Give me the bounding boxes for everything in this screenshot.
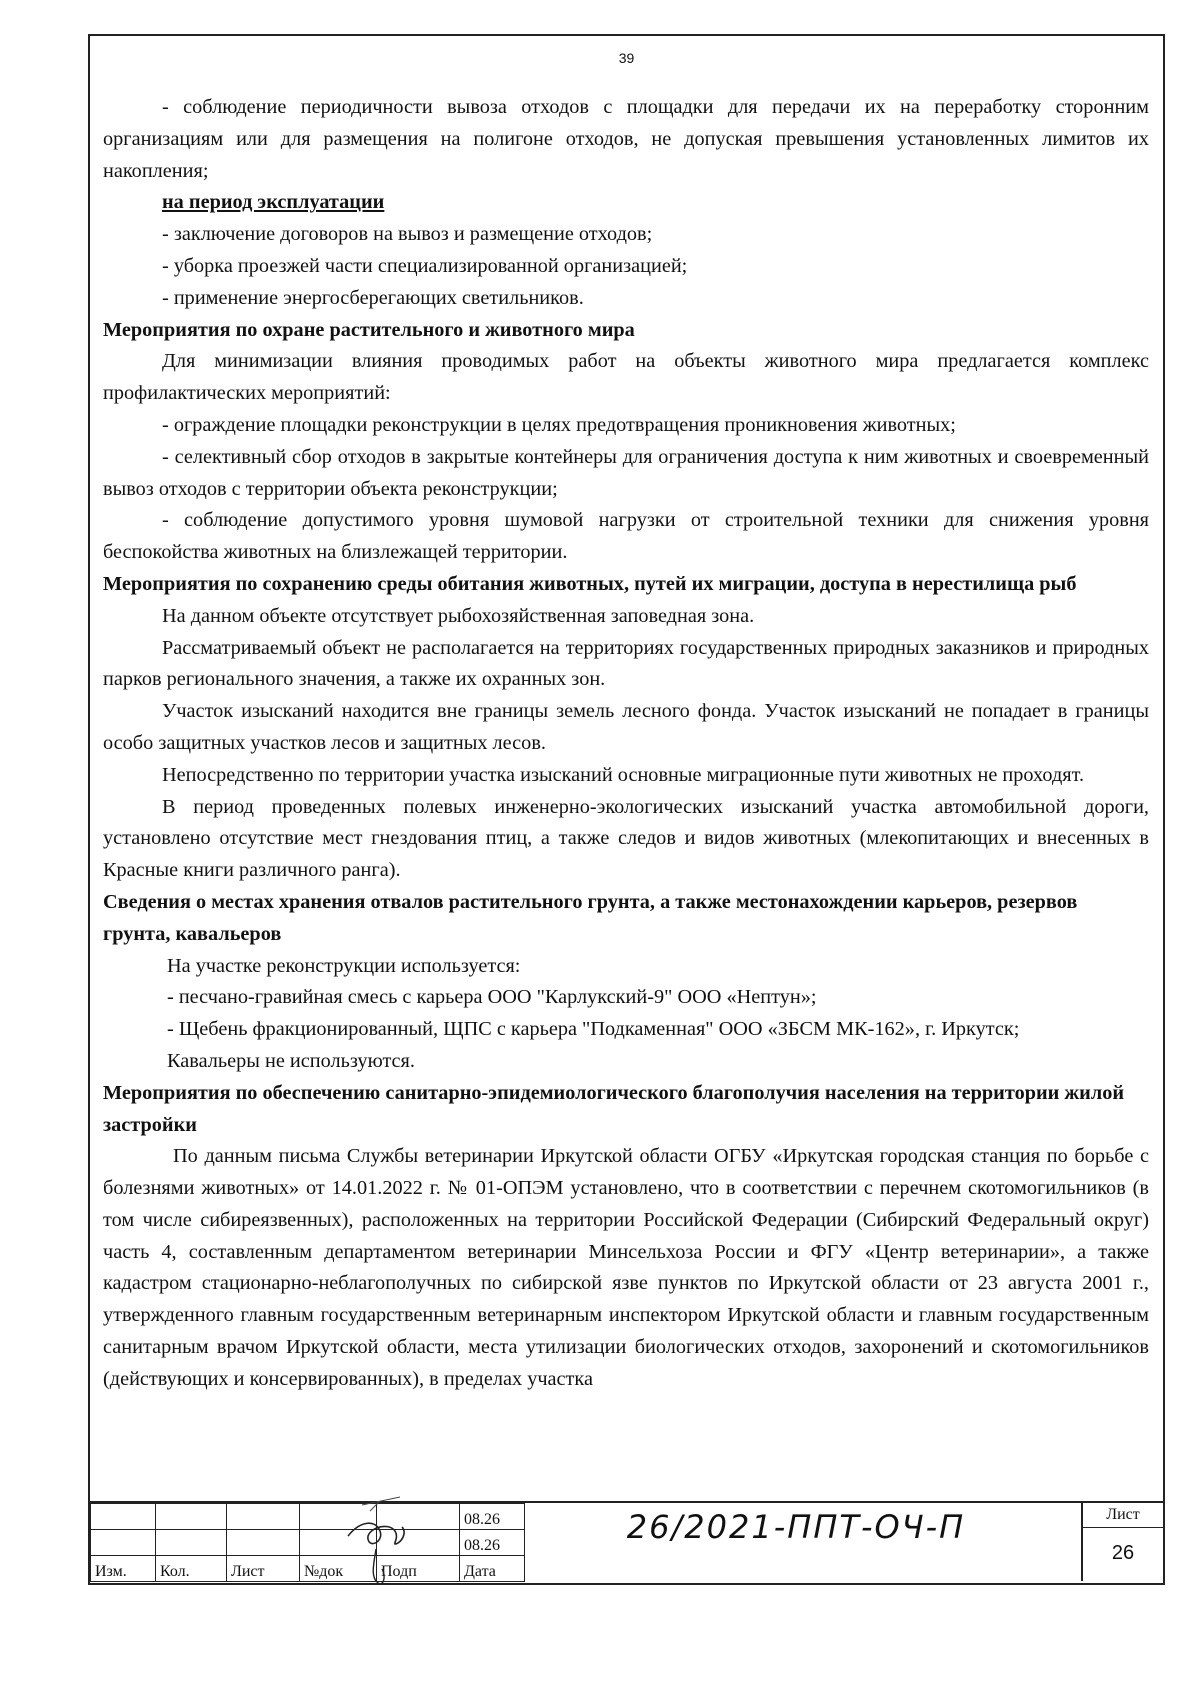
paragraph: По данным письма Службы ветеринарии Иркутской области ОГБУ «Иркутская городская станция по борьбе с болезнями животных» от 14.01.2022 г. № 01-ОПЭМ установлено, что в соответствии с перечнем скотомогильников (в том числе сибиреязвенных), расположенных на территории Российской Федерации (Сибирский Федеральный округ) часть 4, составленным департаментом ветеринарии Минсельхоза России и ФГУ «Центр ветеринарии», а также кадастром стационарно-неблагополучных по сибирской язве пунктов по Иркутской области от 23 августа 2001 г., утвержденного главным государственным ветеринарным инспектором Иркутской области и главным государственным санитарным врачом Иркутской области, места утилизации биологических отходов, захоронений и скотомогильников (действующих и консервированных), в пределах участка <box>103 1145 1149 1390</box>
section-heading: Мероприятия по обеспечению санитарно-эпидемиологического благополучия населения на территории жилой застройки <box>103 1081 1125 1136</box>
title-block <box>90 1501 1163 1583</box>
list-item: - Щебень фракционированный, ЩПС с карьера "Подкаменная" ООО «ЗБСМ МК-162», г. Иркутск; <box>167 1018 1020 1041</box>
paragraph: Участок изысканий находится вне границы земель лесного фонда. Участок изысканий не попадает в границы особо защитных участков лесов и защитных лесов. <box>103 700 1149 754</box>
stamp-cell <box>91 1504 156 1530</box>
revision-table <box>90 1503 525 1582</box>
subheading-operation-period: на период эксплуатации <box>162 191 385 214</box>
stamp-cell <box>91 1530 156 1556</box>
list-item: - уборка проезжей части специализированной организацией; <box>162 254 688 277</box>
sheet-number: 26 <box>1111 1542 1135 1564</box>
col-kol: Кол. <box>156 1556 227 1582</box>
stamp-cell <box>227 1530 300 1556</box>
page-number: 39 <box>618 50 635 66</box>
signature-icon <box>340 1491 420 1591</box>
stamp-date: 08.26 <box>460 1530 525 1556</box>
section-heading: Сведения о местах хранения отвалов растительного грунта, а также местонахождении карьеров, резервов грунта, кавальеров <box>103 890 1078 945</box>
stamp-cell <box>227 1504 300 1530</box>
paragraph: Кавальеры не используются. <box>167 1049 415 1072</box>
document-code: 26/2021-ППТ-ОЧ-П <box>626 1508 966 1546</box>
paragraph: В период проведенных полевых инженерно-экологических изысканий участка автомобильной дороги, установлено отсутствие мест гнездования птиц, а также следов и видов животных (млекопитающих и внесенных в Красные книги различного ранга). <box>103 795 1149 882</box>
page-frame <box>88 34 1165 1585</box>
col-list: Лист <box>227 1556 300 1582</box>
col-podp: Подп <box>377 1556 460 1582</box>
stamp-cell <box>156 1504 227 1530</box>
document-body <box>103 92 1149 1396</box>
stamp-cell <box>156 1530 227 1556</box>
paragraph: Непосредственно по территории участка изысканий основные миграционные пути животных не проходят. <box>162 763 1085 786</box>
list-item: - селективный сбор отходов в закрытые контейнеры для ограничения доступа к ним животных и своевременный вывоз отходов с территории объекта реконструкции; <box>103 445 1149 500</box>
col-ndok: №док <box>300 1556 377 1582</box>
list-item: - применение энергосберегающих светильников. <box>162 286 584 309</box>
paragraph: Для минимизации влияния проводимых работ на объекты животного мира предлагается комплекс профилактических мероприятий: <box>103 350 1149 405</box>
col-izm: Изм. <box>91 1556 156 1582</box>
paragraph: - соблюдение периодичности вывоза отходов с площадки для передачи их на переработку сторонним организациям или для размещения на полигоне отходов, не допуская превышения установленных лимитов их накопления; <box>103 96 1149 182</box>
stamp-date: 08.26 <box>460 1504 525 1530</box>
col-data: Дата <box>460 1556 525 1582</box>
sheet-box <box>1081 1503 1163 1581</box>
sheet-label: Лист <box>1083 1503 1163 1528</box>
list-item: - песчано-гравийная смесь с карьера ООО "Карлукский-9" ООО «Нептун»; <box>167 986 817 1009</box>
section-heading: Мероприятия по охране растительного и животного мира <box>103 318 635 341</box>
list-item: - ограждение площадки реконструкции в целях предотвращения проникновения животных; <box>162 413 956 436</box>
list-item: - заключение договоров на вывоз и размещение отходов; <box>162 223 653 246</box>
list-item: - соблюдение допустимого уровня шумовой нагрузки от строительной техники для снижения уровня беспокойства животных на близлежащей территории. <box>103 509 1149 564</box>
paragraph: На участке реконструкции используется: <box>167 954 521 977</box>
section-heading: Мероприятия по сохранению среды обитания животных, путей их миграции, доступа в нерестилища рыб <box>103 572 1077 595</box>
paragraph: Рассматриваемый объект не располагается на территориях государственных природных заказников и природных парков регионального значения, а также их охранных зон. <box>103 636 1149 691</box>
paragraph: На данном объекте отсутствует рыбохозяйственная заповедная зона. <box>162 604 755 627</box>
